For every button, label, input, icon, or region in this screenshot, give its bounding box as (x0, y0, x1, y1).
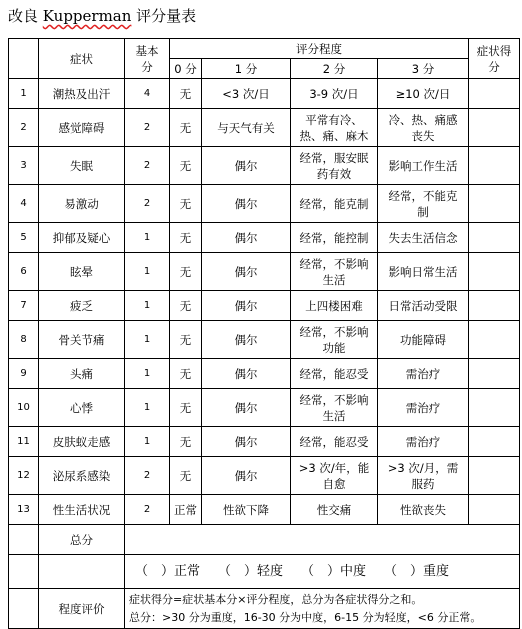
degree-3: >3 次/月，需 服药 (378, 457, 469, 495)
row-index: 6 (9, 253, 39, 291)
scoring-rule-note: 症状得分=症状基本分×评分程度，总分为各症状得分之和。 (129, 592, 423, 606)
severity-severe-option[interactable]: （ ）重度 (384, 563, 450, 579)
header-base-score: 基本 分 (125, 39, 170, 79)
symptom-name: 易激动 (39, 185, 125, 223)
table-row (9, 427, 520, 457)
severity-blank (9, 555, 39, 589)
degree-3: 需治疗 (378, 427, 469, 457)
header-degree-2: 2 分 (291, 59, 378, 79)
degree-1: 性欲下降 (202, 495, 291, 525)
header-degree: 评分程度 (170, 39, 469, 59)
symptom-name: 泌尿系感染 (39, 457, 125, 495)
degree-2: >3 次/年，能 自愈 (291, 457, 378, 495)
degree-2: 经常，能克制 (291, 185, 378, 223)
symptom-score-cell[interactable] (469, 389, 520, 427)
symptom-score-cell[interactable] (469, 253, 520, 291)
severity-moderate-option[interactable]: （ ）中度 (301, 563, 367, 579)
row-index: 13 (9, 495, 39, 525)
table-row (9, 253, 520, 291)
row-index: 8 (9, 321, 39, 359)
table-row (9, 359, 520, 389)
symptom-name: 皮肤蚁走感 (39, 427, 125, 457)
symptom-name: 心悸 (39, 389, 125, 427)
degree-2: 3-9 次/日 (291, 79, 378, 109)
document-title (8, 6, 196, 26)
symptom-score-cell[interactable] (469, 79, 520, 109)
evaluation-label: 程度评价 (39, 589, 125, 629)
total-row (9, 525, 520, 555)
degree-0: 无 (170, 109, 202, 147)
degree-1: 偶尔 (202, 427, 291, 457)
symptom-name: 头痛 (39, 359, 125, 389)
header-index (9, 39, 39, 79)
degree-2: 经常，不影响 生活 (291, 389, 378, 427)
severity-blank-2 (39, 555, 125, 589)
degree-2: 经常，不影响 功能 (291, 321, 378, 359)
symptom-score-cell[interactable] (469, 291, 520, 321)
total-label: 总分 (39, 525, 125, 555)
row-index: 3 (9, 147, 39, 185)
severity-options (125, 555, 520, 589)
row-index: 5 (9, 223, 39, 253)
degree-1: 与天气有关 (202, 109, 291, 147)
degree-0: 无 (170, 457, 202, 495)
row-index: 4 (9, 185, 39, 223)
degree-3: 性欲丧失 (378, 495, 469, 525)
degree-1: 偶尔 (202, 223, 291, 253)
symptom-score-cell[interactable] (469, 427, 520, 457)
table-row (9, 79, 520, 109)
degree-3: 经常，不能克 制 (378, 185, 469, 223)
symptom-name: 抑郁及疑心 (39, 223, 125, 253)
degree-3: 失去生活信念 (378, 223, 469, 253)
total-value-cell[interactable] (125, 525, 520, 555)
base-score: 4 (125, 79, 170, 109)
degree-2: 性交痛 (291, 495, 378, 525)
row-index: 2 (9, 109, 39, 147)
degree-0: 无 (170, 389, 202, 427)
degree-1: 偶尔 (202, 185, 291, 223)
degree-0: 无 (170, 359, 202, 389)
base-score: 2 (125, 495, 170, 525)
degree-1: 偶尔 (202, 253, 291, 291)
degree-1: 偶尔 (202, 457, 291, 495)
table-row (9, 321, 520, 359)
symptom-score-cell[interactable] (469, 457, 520, 495)
symptom-name: 感觉障碍 (39, 109, 125, 147)
degree-2: 经常，能忍受 (291, 427, 378, 457)
symptom-score-cell[interactable] (469, 495, 520, 525)
degree-3: 功能障碍 (378, 321, 469, 359)
degree-1: <3 次/日 (202, 79, 291, 109)
symptom-name: 疲乏 (39, 291, 125, 321)
header-symptom: 症状 (39, 39, 125, 79)
degree-1: 偶尔 (202, 359, 291, 389)
base-score: 1 (125, 427, 170, 457)
base-score: 2 (125, 185, 170, 223)
base-score: 1 (125, 253, 170, 291)
symptom-name: 潮热及出汗 (39, 79, 125, 109)
symptom-score-cell[interactable] (469, 321, 520, 359)
base-score: 1 (125, 223, 170, 253)
base-score: 1 (125, 291, 170, 321)
table-row (9, 223, 520, 253)
degree-0: 无 (170, 253, 202, 291)
table-row (9, 291, 520, 321)
symptom-score-cell[interactable] (469, 359, 520, 389)
row-index: 12 (9, 457, 39, 495)
row-index: 7 (9, 291, 39, 321)
table-row (9, 185, 520, 223)
table-row (9, 109, 520, 147)
symptom-score-cell[interactable] (469, 147, 520, 185)
symptom-name: 性生活状况 (39, 495, 125, 525)
row-index: 11 (9, 427, 39, 457)
table-row (9, 495, 520, 525)
degree-0: 无 (170, 79, 202, 109)
degree-0: 正常 (170, 495, 202, 525)
degree-1: 偶尔 (202, 291, 291, 321)
base-score: 2 (125, 109, 170, 147)
symptom-name: 失眠 (39, 147, 125, 185)
degree-3: 日常活动受限 (378, 291, 469, 321)
table-row (9, 389, 520, 427)
symptom-score-cell[interactable] (469, 185, 520, 223)
degree-2: 经常，能控制 (291, 223, 378, 253)
title-prefix: 改良 (8, 7, 43, 25)
base-score: 1 (125, 321, 170, 359)
base-score: 2 (125, 457, 170, 495)
table-row (9, 147, 520, 185)
degree-1: 偶尔 (202, 389, 291, 427)
degree-2: 平常有冷、 热、痛、麻木 (291, 109, 378, 147)
degree-0: 无 (170, 185, 202, 223)
title-latin: Kupperman (42, 7, 132, 25)
header-degree-1: 1 分 (202, 59, 291, 79)
degree-1: 偶尔 (202, 147, 291, 185)
degree-3: 影响工作生活 (378, 147, 469, 185)
degree-1: 偶尔 (202, 321, 291, 359)
title-suffix: 评分量表 (131, 7, 197, 25)
degree-3: 冷、热、痛感 丧失 (378, 109, 469, 147)
severity-row (9, 555, 520, 589)
header-degree-0: 0 分 (170, 59, 202, 79)
row-index: 10 (9, 389, 39, 427)
symptom-name: 骨关节痛 (39, 321, 125, 359)
degree-0: 无 (170, 223, 202, 253)
base-score: 2 (125, 147, 170, 185)
row-index: 9 (9, 359, 39, 389)
degree-2: 经常，服安眠 药有效 (291, 147, 378, 185)
degree-2: 经常，能忍受 (291, 359, 378, 389)
degree-0: 无 (170, 427, 202, 457)
base-score: 1 (125, 359, 170, 389)
symptom-name: 眩晕 (39, 253, 125, 291)
total-blank (9, 525, 39, 555)
degree-0: 无 (170, 321, 202, 359)
symptom-score-cell[interactable] (469, 109, 520, 147)
degree-0: 无 (170, 147, 202, 185)
degree-3: 影响日常生活 (378, 253, 469, 291)
header-degree-3: 3 分 (378, 59, 469, 79)
header-symptom-score: 症状得 分 (469, 39, 520, 79)
degree-3: 需治疗 (378, 389, 469, 427)
degree-2: 上四楼困难 (291, 291, 378, 321)
row-index: 1 (9, 79, 39, 109)
total-range-note: 总分：>30 分为重度，16-30 分为中度，6-15 分为轻度，<6 分正常。 (129, 610, 482, 624)
severity-mild-option[interactable]: （ ）轻度 (218, 563, 284, 579)
severity-normal-option[interactable]: （ ）正常 (135, 563, 201, 579)
degree-3: ≥10 次/日 (378, 79, 469, 109)
degree-3: 需治疗 (378, 359, 469, 389)
kupperman-table (8, 38, 520, 629)
degree-0: 无 (170, 291, 202, 321)
base-score: 1 (125, 389, 170, 427)
symptom-score-cell[interactable] (469, 223, 520, 253)
table-row (9, 457, 520, 495)
degree-2: 经常，不影响 生活 (291, 253, 378, 291)
